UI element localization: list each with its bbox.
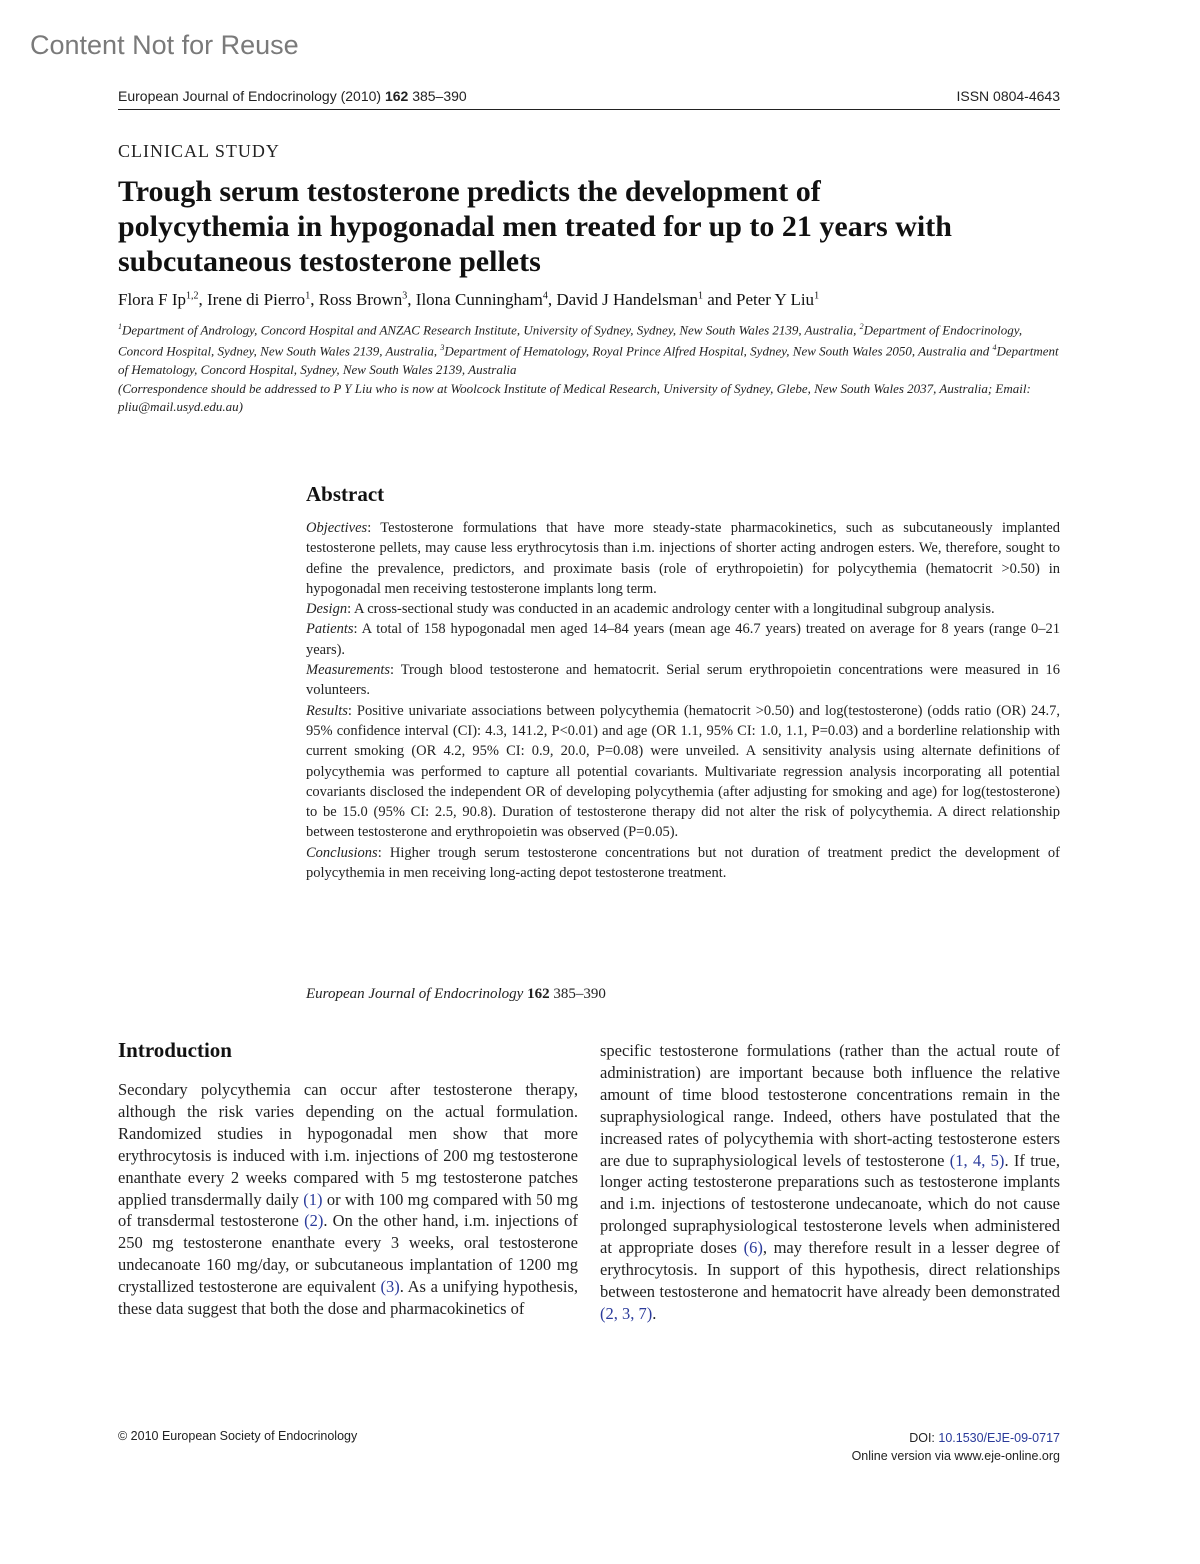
copyright: © 2010 European Society of Endocrinology — [118, 1429, 358, 1443]
reference-link[interactable]: (2, 3, 7) — [600, 1303, 653, 1323]
author-list: Flora F Ip$^{1,2}$, Irene di Pierro$^1$, Ross Brown$^3$, Ilona Cunningham$^4$, David J Handelsman$^1$ and Peter Y Liu$^1$ — [118, 290, 820, 309]
abstract-text: : Positive univariate associations between polycythemia (hematocrit >0.50) and log(testosterone) (odds ratio (OR) 24.7, 95% confidence interval (CI): 4.3, 141.2, P<0.01) and age (OR 1.1, 95% CI: 1.0, 1.1, P=0.03) and a borderline relationship with current smoking (OR 4.2, 95% CI: 0.9, 20.0, P=0.08) were unveiled. A sensitivity analysis using alternate definitions of polycythemia was performed to capture all potential covariants. Multivariate regression analysis incorporating all potential covariants disclosed the independent OR of developing polycythemia (after adjusting for smoking and age) for log(testosterone) to be 15.0 (95% CI: 2.5, 90.8). Duration of testosterone therapy did not alter the risk of polycythemia. A direct relationship between testosterone and erythropoietin was observed (P=0.05). — [306, 702, 1060, 841]
abstract-text: : Trough blood testosterone and hematocrit. Serial serum erythropoietin concentrations were measured in 16 volunteers. — [306, 662, 1060, 699]
body-text: . If true, longer acting testosterone preparations such as testosterone implants and i.m. injections of testosterone undecanoate, which do not cause prolonged supraphysiological testosterone levels when administered at appropriate doses — [600, 1150, 1060, 1258]
doi-link[interactable]: 10.1530/EJE-09-0717 — [938, 1431, 1060, 1445]
footer-doi-block: DOI: 10.1530/EJE-09-0717 Online version via www.eje-online.org — [851, 1431, 1060, 1463]
reference-link[interactable]: (1, 4, 5) — [949, 1150, 1005, 1170]
body-text: or with 100 mg compared with 50 mg of transdermal testosterone — [118, 1189, 578, 1231]
abstract-label: Measurements — [306, 662, 391, 679]
abstract-text: : A total of 158 hypogonadal men aged 14–84 years (mean age 46.7 years) treated on average for 8 years (range 0–21 years). — [306, 621, 1060, 658]
affiliation-mark: 4 — [992, 343, 997, 353]
abstract-paragraph — [306, 660, 1060, 701]
introduction-right-column — [600, 1040, 1060, 1325]
article-title: Trough serum testosterone predicts the development of polycythemia in hypogonadal men treated for up to 21 years with subcutaneous testosterone pellets — [118, 175, 952, 278]
affiliation-text: Department of Andrology, Concord Hospital and ANZAC Research Institute, University of Sydney, Sydney, New South Wales 2139, Australia, — [122, 322, 860, 338]
author-affiliation-mark: 1 — [305, 290, 311, 302]
introduction-heading: Introduction — [118, 1038, 232, 1062]
affiliation-mark: 3 — [440, 343, 445, 353]
author-name: Ross Brown — [318, 290, 403, 309]
author-affiliation-mark: 3 — [402, 290, 408, 302]
journal-citation: European Journal of Endocrinology (2010) 162 385–390 — [118, 88, 467, 104]
abstract-label: Objectives — [306, 520, 368, 536]
watermark: Content Not for Reuse — [30, 30, 299, 60]
reference-link[interactable]: (1) — [303, 1189, 323, 1209]
abstract-citation: European Journal of Endocrinology 162 385–390 — [306, 986, 606, 1002]
affiliation-mark: 2 — [859, 322, 864, 331]
abstract-text: : A cross-sectional study was conducted in an academic andrology center with a longitudinal subgroup analysis. — [347, 601, 995, 618]
correspondence: (Correspondence should be addressed to P Y Liu who is now at Woolcock Institute of Medical Research, University of Sydney, Glebe, New South Wales 2037, Australia; Email: pliu@mail.usyd.edu.au) — [118, 381, 1031, 414]
affiliation-text: Department of Hematology, Royal Prince Alfred Hospital, Sydney, New South Wales 2050, Australia and — [444, 343, 993, 359]
author-affiliation-mark: 1 — [814, 290, 820, 302]
affiliation-text: Department of Hematology, Concord Hospital, Sydney, New South Wales 2139, Australia — [118, 343, 1059, 377]
abstract-body — [306, 518, 1060, 883]
body-text: specific testosterone formulations (rather than the actual route of administration) are important because both influence the relative amount of time blood testosterone concentrations remain in the supraphysiological range. Indeed, others have postulated that the increased rates of polycythemia with short-acting testosterone esters are due to supraphysiological levels of testosterone — [600, 1041, 1060, 1170]
section-label: CLINICAL STUDY — [118, 141, 280, 161]
journal-volume: 162 — [384, 88, 409, 104]
online-version: Online version via www.eje-online.org — [851, 1449, 1060, 1463]
reference-link[interactable]: (2) — [304, 1211, 324, 1231]
affiliations — [118, 318, 1063, 379]
author-name: David J Handelsman — [556, 290, 698, 309]
author-affiliation-mark: 1 — [697, 290, 703, 302]
abstract-label: Design — [306, 601, 348, 618]
body-text: . — [652, 1303, 657, 1323]
author-affiliation-mark: 1,2 — [186, 290, 199, 302]
affiliation-text: Department of Endocrinology, Concord Hospital, Sydney, New South Wales 2139, Australia, — [118, 322, 1023, 359]
running-header — [118, 88, 1060, 110]
abstract-paragraph — [306, 701, 1060, 843]
body-text: . On the other hand, i.m. injections of 250 mg testosterone enanthate every 3 weeks, oral testosterone undecanoate 160 mg/day, or subcutaneous implantation of 1200 mg crystallized testosterone are equivalent — [118, 1211, 578, 1297]
abstract-paragraph — [306, 518, 1060, 599]
body-text: . As a unifying hypothesis, these data suggest that both the dose and pharmacokinetics of — [118, 1277, 578, 1319]
abstract-paragraph — [306, 599, 1060, 619]
abstract-label: Conclusions — [306, 844, 378, 861]
reference-link[interactable]: (6) — [743, 1238, 763, 1258]
journal-pages: 385–390 — [412, 88, 467, 104]
author-name: Ilona Cunningham — [415, 290, 543, 309]
abstract-heading: Abstract — [306, 482, 385, 506]
affiliation-mark: 1 — [118, 322, 122, 331]
abstract-text: : Testosterone formulations that have more steady-state pharmacokinetics, such as subcutaneously implanted testosterone pellets, may cause less erythrocytosis than i.m. injections of shorter acting androgen esters. We, therefore, sought to define the prevalence, predictors, and proximate basis (role of erythropoietin) for polycythemia (hematocrit >0.50) in hypogonadal men receiving testosterone implants long term. — [306, 520, 1060, 597]
author-affiliation-mark: 4 — [542, 290, 548, 302]
author-name: Flora F Ip — [118, 290, 186, 309]
abstract-label: Results — [306, 702, 348, 719]
author-name: Irene di Pierro — [207, 290, 306, 309]
introduction-left-column — [118, 1079, 578, 1320]
body-text: , may therefore result in a lesser degree of erythrocytosis. In support of this hypothesis, direct relationships between testosterone and hematocrit have already been demonstrated — [600, 1238, 1060, 1301]
body-text: Secondary polycythemia can occur after testosterone therapy, although the risk varies depending on the actual formulation. Randomized studies in hypogonadal men show that more erythrocytosis is induced with i.m. injections of 200 mg testosterone enanthate every 2 weeks compared with 5 mg testosterone patches applied transdermally daily — [118, 1080, 578, 1209]
abstract-text: : Higher trough serum testosterone concentrations but not duration of treatment predict the development of polycythemia in men receiving long-acting depot testosterone treatment. — [306, 844, 1060, 882]
reference-link[interactable]: (3) — [380, 1277, 400, 1297]
author-name: Peter Y Liu — [736, 290, 815, 309]
abstract-label: Patients — [306, 621, 354, 638]
abstract-paragraph — [306, 843, 1060, 884]
issn: ISSN 0804-4643 — [956, 88, 1060, 104]
abstract-paragraph — [306, 619, 1060, 660]
